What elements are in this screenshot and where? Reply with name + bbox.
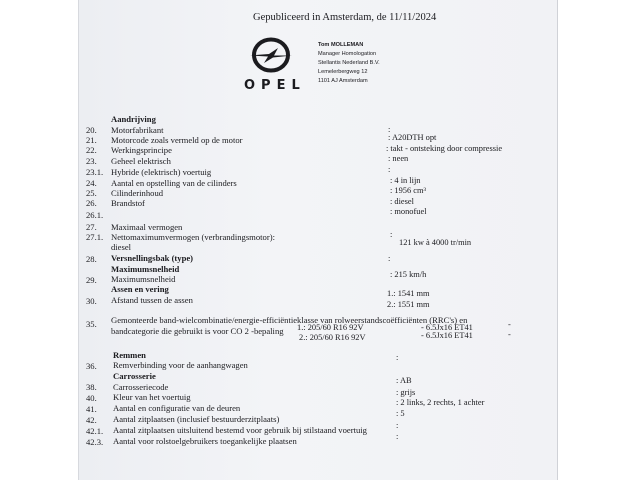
row-value: 2.: 1551 mm	[387, 300, 430, 309]
row-label: Aantal en opstelling van de cilinders	[111, 178, 237, 188]
tire-dash: -	[508, 320, 511, 329]
row-label: Werkingsprincipe	[111, 145, 172, 155]
row-label: Cilinderinhoud	[111, 188, 164, 198]
row-label: Maximaal vermogen	[111, 222, 183, 232]
row-label: Afstand tussen de assen	[111, 295, 193, 305]
row-label: Kleur van het voertuig	[113, 392, 191, 402]
document-page	[78, 0, 558, 480]
row-num: 38.	[86, 382, 97, 392]
row-num: 21.	[86, 135, 97, 145]
address-street: Lemelerbergweg 12	[318, 69, 368, 75]
row-label: Aantal voor rolstoelgebruikers toegankelijke plaatsen	[113, 436, 297, 446]
row-num: 20.	[86, 125, 97, 135]
row-value: :	[390, 230, 393, 239]
row-num: 42.1.	[86, 426, 104, 436]
address-city: 1101 AJ Amsterdam	[318, 78, 368, 84]
row-num: 23.1.	[86, 167, 104, 177]
row-num: 24.	[86, 178, 97, 188]
row-value: 121 kw à 4000 tr/min	[399, 238, 472, 247]
row-num: 36.	[86, 361, 97, 371]
row-label: Brandstof	[111, 198, 145, 208]
row-label: Remverbinding voor de aanhangwagen	[113, 360, 248, 370]
address-name: Tom MOLLEMAN	[318, 42, 364, 48]
row-label: Maximumsnelheid	[111, 274, 176, 284]
row-value: :	[388, 165, 391, 174]
row-num: 35.	[86, 319, 97, 329]
left-background	[0, 0, 78, 480]
section-remmen: Remmen	[113, 350, 146, 360]
row-label: Aantal en configuratie van de deuren	[113, 403, 241, 413]
row-value: : neen	[388, 154, 409, 163]
opel-logo-icon	[248, 37, 294, 73]
row-value: : takt - ontsteking door compressie	[386, 144, 503, 153]
row-label: bandcategorie die gebruikt is voor CO 2 -bepaling	[111, 326, 284, 336]
row-num: 40.	[86, 393, 97, 403]
row-value: : diesel	[390, 197, 414, 206]
row-value: : monofuel	[390, 207, 427, 216]
row-label: diesel	[111, 242, 132, 252]
row-value: :	[396, 421, 399, 430]
row-value: :	[396, 432, 399, 441]
row-num: 42.3.	[86, 437, 104, 447]
row-label: Gemonteerde band-wielcombinatie/energie-efficiëntieklasse van rolweerstandscoëfficiënten (RRC's) en	[111, 315, 468, 325]
row-num: 26.1.	[86, 210, 104, 220]
section-maximumsnelheid: Maximumsnelheid	[111, 264, 180, 274]
row-num: 28.	[86, 254, 97, 264]
row-label: Geheel elektrisch	[111, 156, 171, 166]
rim-size: - 6.5Jx16 ET41	[421, 331, 473, 340]
row-num: 41.	[86, 404, 97, 414]
row-num: 29.	[86, 275, 97, 285]
row-num: 26.	[86, 198, 97, 208]
row-value: : 2 links, 2 rechts, 1 achter	[396, 398, 485, 407]
row-value: : 1956 cm³	[390, 186, 427, 195]
tire-size: 2.: 205/60 R16 92V	[299, 333, 366, 342]
row-value: : A20DTH opt	[388, 133, 437, 142]
row-value: :	[388, 125, 391, 134]
section-assen: Assen en vering	[111, 284, 169, 294]
row-value: :	[396, 353, 399, 362]
right-background	[558, 0, 640, 480]
row-num: 23.	[86, 156, 97, 166]
row-num: 27.	[86, 222, 97, 232]
row-value: : grijs	[396, 388, 416, 397]
row-value: :	[388, 254, 391, 263]
row-label: Hybride (elektrisch) voertuig	[111, 167, 212, 177]
row-label: Motorfabrikant	[111, 125, 164, 135]
row-label: Aantal zitplaatsen uitsluitend bestemd voor gebruik bij stilstaand voertuig	[113, 425, 367, 435]
rim-size: - 6.5Jx16 ET41	[421, 323, 473, 332]
section-aandrijving: Aandrijving	[111, 114, 156, 124]
row-label: Motorcode zoals vermeld op de motor	[111, 135, 243, 145]
row-label: Aantal zitplaatsen (inclusief bestuurderzitplaats)	[113, 414, 280, 424]
row-value: : 215 km/h	[390, 270, 427, 279]
section-carrosserie: Carrosserie	[113, 371, 156, 381]
brand-name: OPEL	[244, 78, 306, 93]
row-num: 25.	[86, 188, 97, 198]
publication-line: Gepubliceerd in Amsterdam, de 11/11/2024	[253, 12, 437, 23]
row-value: : 4 in lijn	[390, 176, 421, 185]
address-role: Manager Homologation	[318, 51, 377, 57]
row-num: 27.1.	[86, 232, 104, 242]
address-company: Stellantis Nederland B.V.	[318, 60, 380, 66]
tire-size: 1.: 205/60 R16 92V	[297, 323, 364, 332]
row-value: : AB	[396, 376, 412, 385]
tire-dash: -	[508, 330, 511, 339]
row-label: Carrosseriecode	[113, 382, 169, 392]
row-num: 30.	[86, 296, 97, 306]
row-num: 42.	[86, 415, 97, 425]
section-versnellingsbak: Versnellingsbak (type)	[111, 253, 194, 263]
row-value: : 5	[396, 409, 405, 418]
row-num: 22.	[86, 145, 97, 155]
row-label: Nettomaximumvermogen (verbrandingsmotor):	[111, 232, 275, 242]
row-value: 1.: 1541 mm	[387, 289, 430, 298]
